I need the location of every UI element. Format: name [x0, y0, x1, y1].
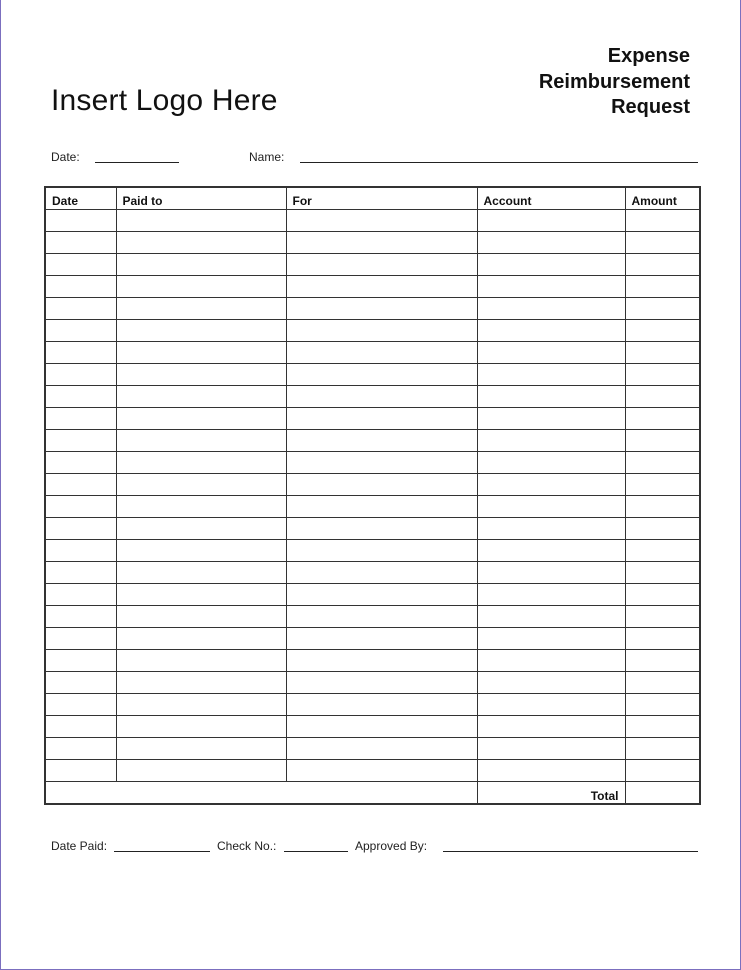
cell-for[interactable]	[286, 474, 477, 496]
table-row	[45, 584, 700, 606]
total-label: Total	[477, 782, 625, 805]
cell-for[interactable]	[286, 562, 477, 584]
cell-account[interactable]	[477, 298, 625, 320]
cell-amount[interactable]	[625, 276, 700, 298]
cell-for[interactable]	[286, 650, 477, 672]
cell-for[interactable]	[286, 760, 477, 782]
approved-by-label: Approved By:	[355, 839, 428, 853]
cell-for[interactable]	[286, 276, 477, 298]
cell-account[interactable]	[477, 650, 625, 672]
table-row	[45, 518, 700, 540]
cell-paid-to[interactable]	[116, 430, 286, 452]
table-row	[45, 628, 700, 650]
name-field[interactable]	[300, 162, 698, 163]
cell-account[interactable]	[477, 232, 625, 254]
cell-paid-to[interactable]	[116, 276, 286, 298]
cell-date[interactable]	[45, 540, 116, 562]
cell-account[interactable]	[477, 276, 625, 298]
cell-paid-to[interactable]	[116, 342, 286, 364]
cell-paid-to[interactable]	[116, 232, 286, 254]
cell-paid-to[interactable]	[116, 518, 286, 540]
cell-amount[interactable]	[625, 518, 700, 540]
cell-account[interactable]	[477, 760, 625, 782]
table-row	[45, 650, 700, 672]
col-header-amount: Amount	[625, 187, 700, 210]
form-title-line-1: Expense	[607, 45, 690, 67]
name-label: Name:	[249, 150, 285, 164]
check-no-field[interactable]	[284, 851, 348, 852]
table-row	[45, 474, 700, 496]
cell-account[interactable]	[477, 452, 625, 474]
cell-date[interactable]	[45, 628, 116, 650]
table-row	[45, 342, 700, 364]
cell-for[interactable]	[286, 672, 477, 694]
cell-account[interactable]	[477, 716, 625, 738]
table-row	[45, 694, 700, 716]
cell-amount[interactable]	[625, 738, 700, 760]
table-row	[45, 496, 700, 518]
cell-amount[interactable]	[625, 298, 700, 320]
cell-amount[interactable]	[625, 672, 700, 694]
table-row	[45, 562, 700, 584]
cell-paid-to[interactable]	[116, 540, 286, 562]
cell-paid-to[interactable]	[116, 298, 286, 320]
cell-account[interactable]	[477, 694, 625, 716]
cell-paid-to[interactable]	[116, 584, 286, 606]
table-header-row	[45, 187, 700, 210]
cell-date[interactable]	[45, 672, 116, 694]
total-spacer	[45, 782, 477, 805]
cell-amount[interactable]	[625, 430, 700, 452]
cell-paid-to[interactable]	[116, 650, 286, 672]
cell-date[interactable]	[45, 760, 116, 782]
cell-for[interactable]	[286, 210, 477, 232]
table-row	[45, 210, 700, 232]
cell-for[interactable]	[286, 320, 477, 342]
approved-by-field[interactable]	[443, 851, 698, 852]
logo-placeholder: Insert Logo Here	[51, 84, 278, 117]
table-row	[45, 254, 700, 276]
cell-date[interactable]	[45, 738, 116, 760]
cell-date[interactable]	[45, 452, 116, 474]
cell-amount[interactable]	[625, 650, 700, 672]
col-header-for: For	[286, 187, 477, 210]
table-row	[45, 540, 700, 562]
date-paid-label: Date Paid:	[51, 839, 108, 853]
cell-amount[interactable]	[625, 716, 700, 738]
cell-date[interactable]	[45, 562, 116, 584]
cell-paid-to[interactable]	[116, 672, 286, 694]
cell-account[interactable]	[477, 562, 625, 584]
table-row	[45, 364, 700, 386]
cell-amount[interactable]	[625, 760, 700, 782]
cell-amount[interactable]	[625, 342, 700, 364]
cell-account[interactable]	[477, 386, 625, 408]
date-label: Date:	[51, 150, 80, 164]
cell-paid-to[interactable]	[116, 738, 286, 760]
cell-account[interactable]	[477, 342, 625, 364]
cell-paid-to[interactable]	[116, 320, 286, 342]
table-row	[45, 716, 700, 738]
cell-for[interactable]	[286, 584, 477, 606]
cell-paid-to[interactable]	[116, 606, 286, 628]
form-title-line-2: Reimbursement	[538, 70, 690, 93]
table-row	[45, 672, 700, 694]
cell-date[interactable]	[45, 342, 116, 364]
check-no-label: Check No.:	[217, 839, 277, 853]
cell-for[interactable]	[286, 386, 477, 408]
cell-amount[interactable]	[625, 364, 700, 386]
cell-account[interactable]	[477, 738, 625, 760]
cell-for[interactable]	[286, 738, 477, 760]
cell-amount[interactable]	[625, 540, 700, 562]
cell-account[interactable]	[477, 606, 625, 628]
cell-date[interactable]	[45, 254, 116, 276]
table-row	[45, 760, 700, 782]
cell-for[interactable]	[286, 628, 477, 650]
cell-paid-to[interactable]	[116, 716, 286, 738]
cell-paid-to[interactable]	[116, 562, 286, 584]
cell-account[interactable]	[477, 474, 625, 496]
cell-paid-to[interactable]	[116, 254, 286, 276]
cell-for[interactable]	[286, 716, 477, 738]
cell-date[interactable]	[45, 210, 116, 232]
total-row	[45, 782, 700, 805]
cell-for[interactable]	[286, 430, 477, 452]
table-row	[45, 276, 700, 298]
cell-for[interactable]	[286, 342, 477, 364]
cell-date[interactable]	[45, 320, 116, 342]
cell-account[interactable]	[477, 540, 625, 562]
cell-paid-to[interactable]	[116, 386, 286, 408]
cell-amount[interactable]	[625, 210, 700, 232]
cell-amount[interactable]	[625, 562, 700, 584]
cell-amount[interactable]	[625, 452, 700, 474]
cell-amount[interactable]	[625, 694, 700, 716]
cell-date[interactable]	[45, 232, 116, 254]
cell-date[interactable]	[45, 650, 116, 672]
cell-date[interactable]	[45, 430, 116, 452]
cell-date[interactable]	[45, 694, 116, 716]
cell-for[interactable]	[286, 254, 477, 276]
cell-for[interactable]	[286, 452, 477, 474]
table-row	[45, 386, 700, 408]
cell-for[interactable]	[286, 540, 477, 562]
table-row	[45, 430, 700, 452]
form-title	[539, 44, 690, 121]
cell-amount[interactable]	[625, 496, 700, 518]
cell-account[interactable]	[477, 320, 625, 342]
cell-paid-to[interactable]	[116, 408, 286, 430]
cell-account[interactable]	[477, 430, 625, 452]
cell-for[interactable]	[286, 518, 477, 540]
table-row	[45, 452, 700, 474]
cell-date[interactable]	[45, 496, 116, 518]
form-title-line-3: Request	[611, 96, 690, 118]
cell-date[interactable]	[45, 386, 116, 408]
total-amount-cell[interactable]	[625, 782, 700, 805]
table-row	[45, 738, 700, 760]
cell-account[interactable]	[477, 254, 625, 276]
cell-date[interactable]	[45, 276, 116, 298]
cell-amount[interactable]	[625, 320, 700, 342]
cell-date[interactable]	[45, 474, 116, 496]
cell-account[interactable]	[477, 672, 625, 694]
cell-paid-to[interactable]	[116, 694, 286, 716]
cell-paid-to[interactable]	[116, 628, 286, 650]
expense-table	[44, 186, 701, 805]
cell-for[interactable]	[286, 232, 477, 254]
table-row	[45, 320, 700, 342]
cell-paid-to[interactable]	[116, 496, 286, 518]
cell-amount[interactable]	[625, 254, 700, 276]
table-row	[45, 408, 700, 430]
date-paid-field[interactable]	[114, 851, 210, 852]
cell-for[interactable]	[286, 408, 477, 430]
cell-amount[interactable]	[625, 386, 700, 408]
cell-date[interactable]	[45, 298, 116, 320]
cell-account[interactable]	[477, 628, 625, 650]
cell-for[interactable]	[286, 298, 477, 320]
cell-account[interactable]	[477, 364, 625, 386]
cell-date[interactable]	[45, 716, 116, 738]
cell-date[interactable]	[45, 408, 116, 430]
cell-amount[interactable]	[625, 628, 700, 650]
cell-paid-to[interactable]	[116, 452, 286, 474]
table-body	[45, 210, 700, 782]
table-row	[45, 606, 700, 628]
cell-amount[interactable]	[625, 584, 700, 606]
cell-paid-to[interactable]	[116, 474, 286, 496]
table-row	[45, 232, 700, 254]
table-row	[45, 298, 700, 320]
cell-date[interactable]	[45, 606, 116, 628]
col-header-account: Account	[477, 187, 625, 210]
cell-account[interactable]	[477, 408, 625, 430]
cell-account[interactable]	[477, 518, 625, 540]
date-field[interactable]	[95, 162, 179, 163]
cell-paid-to[interactable]	[116, 364, 286, 386]
cell-for[interactable]	[286, 496, 477, 518]
col-header-date: Date	[45, 187, 116, 210]
cell-amount[interactable]	[625, 232, 700, 254]
cell-amount[interactable]	[625, 606, 700, 628]
cell-date[interactable]	[45, 364, 116, 386]
cell-amount[interactable]	[625, 474, 700, 496]
cell-amount[interactable]	[625, 408, 700, 430]
cell-for[interactable]	[286, 694, 477, 716]
cell-account[interactable]	[477, 496, 625, 518]
cell-for[interactable]	[286, 606, 477, 628]
cell-for[interactable]	[286, 364, 477, 386]
cell-paid-to[interactable]	[116, 760, 286, 782]
cell-paid-to[interactable]	[116, 210, 286, 232]
cell-date[interactable]	[45, 518, 116, 540]
cell-account[interactable]	[477, 210, 625, 232]
col-header-paid-to: Paid to	[116, 187, 286, 210]
cell-account[interactable]	[477, 584, 625, 606]
cell-date[interactable]	[45, 584, 116, 606]
